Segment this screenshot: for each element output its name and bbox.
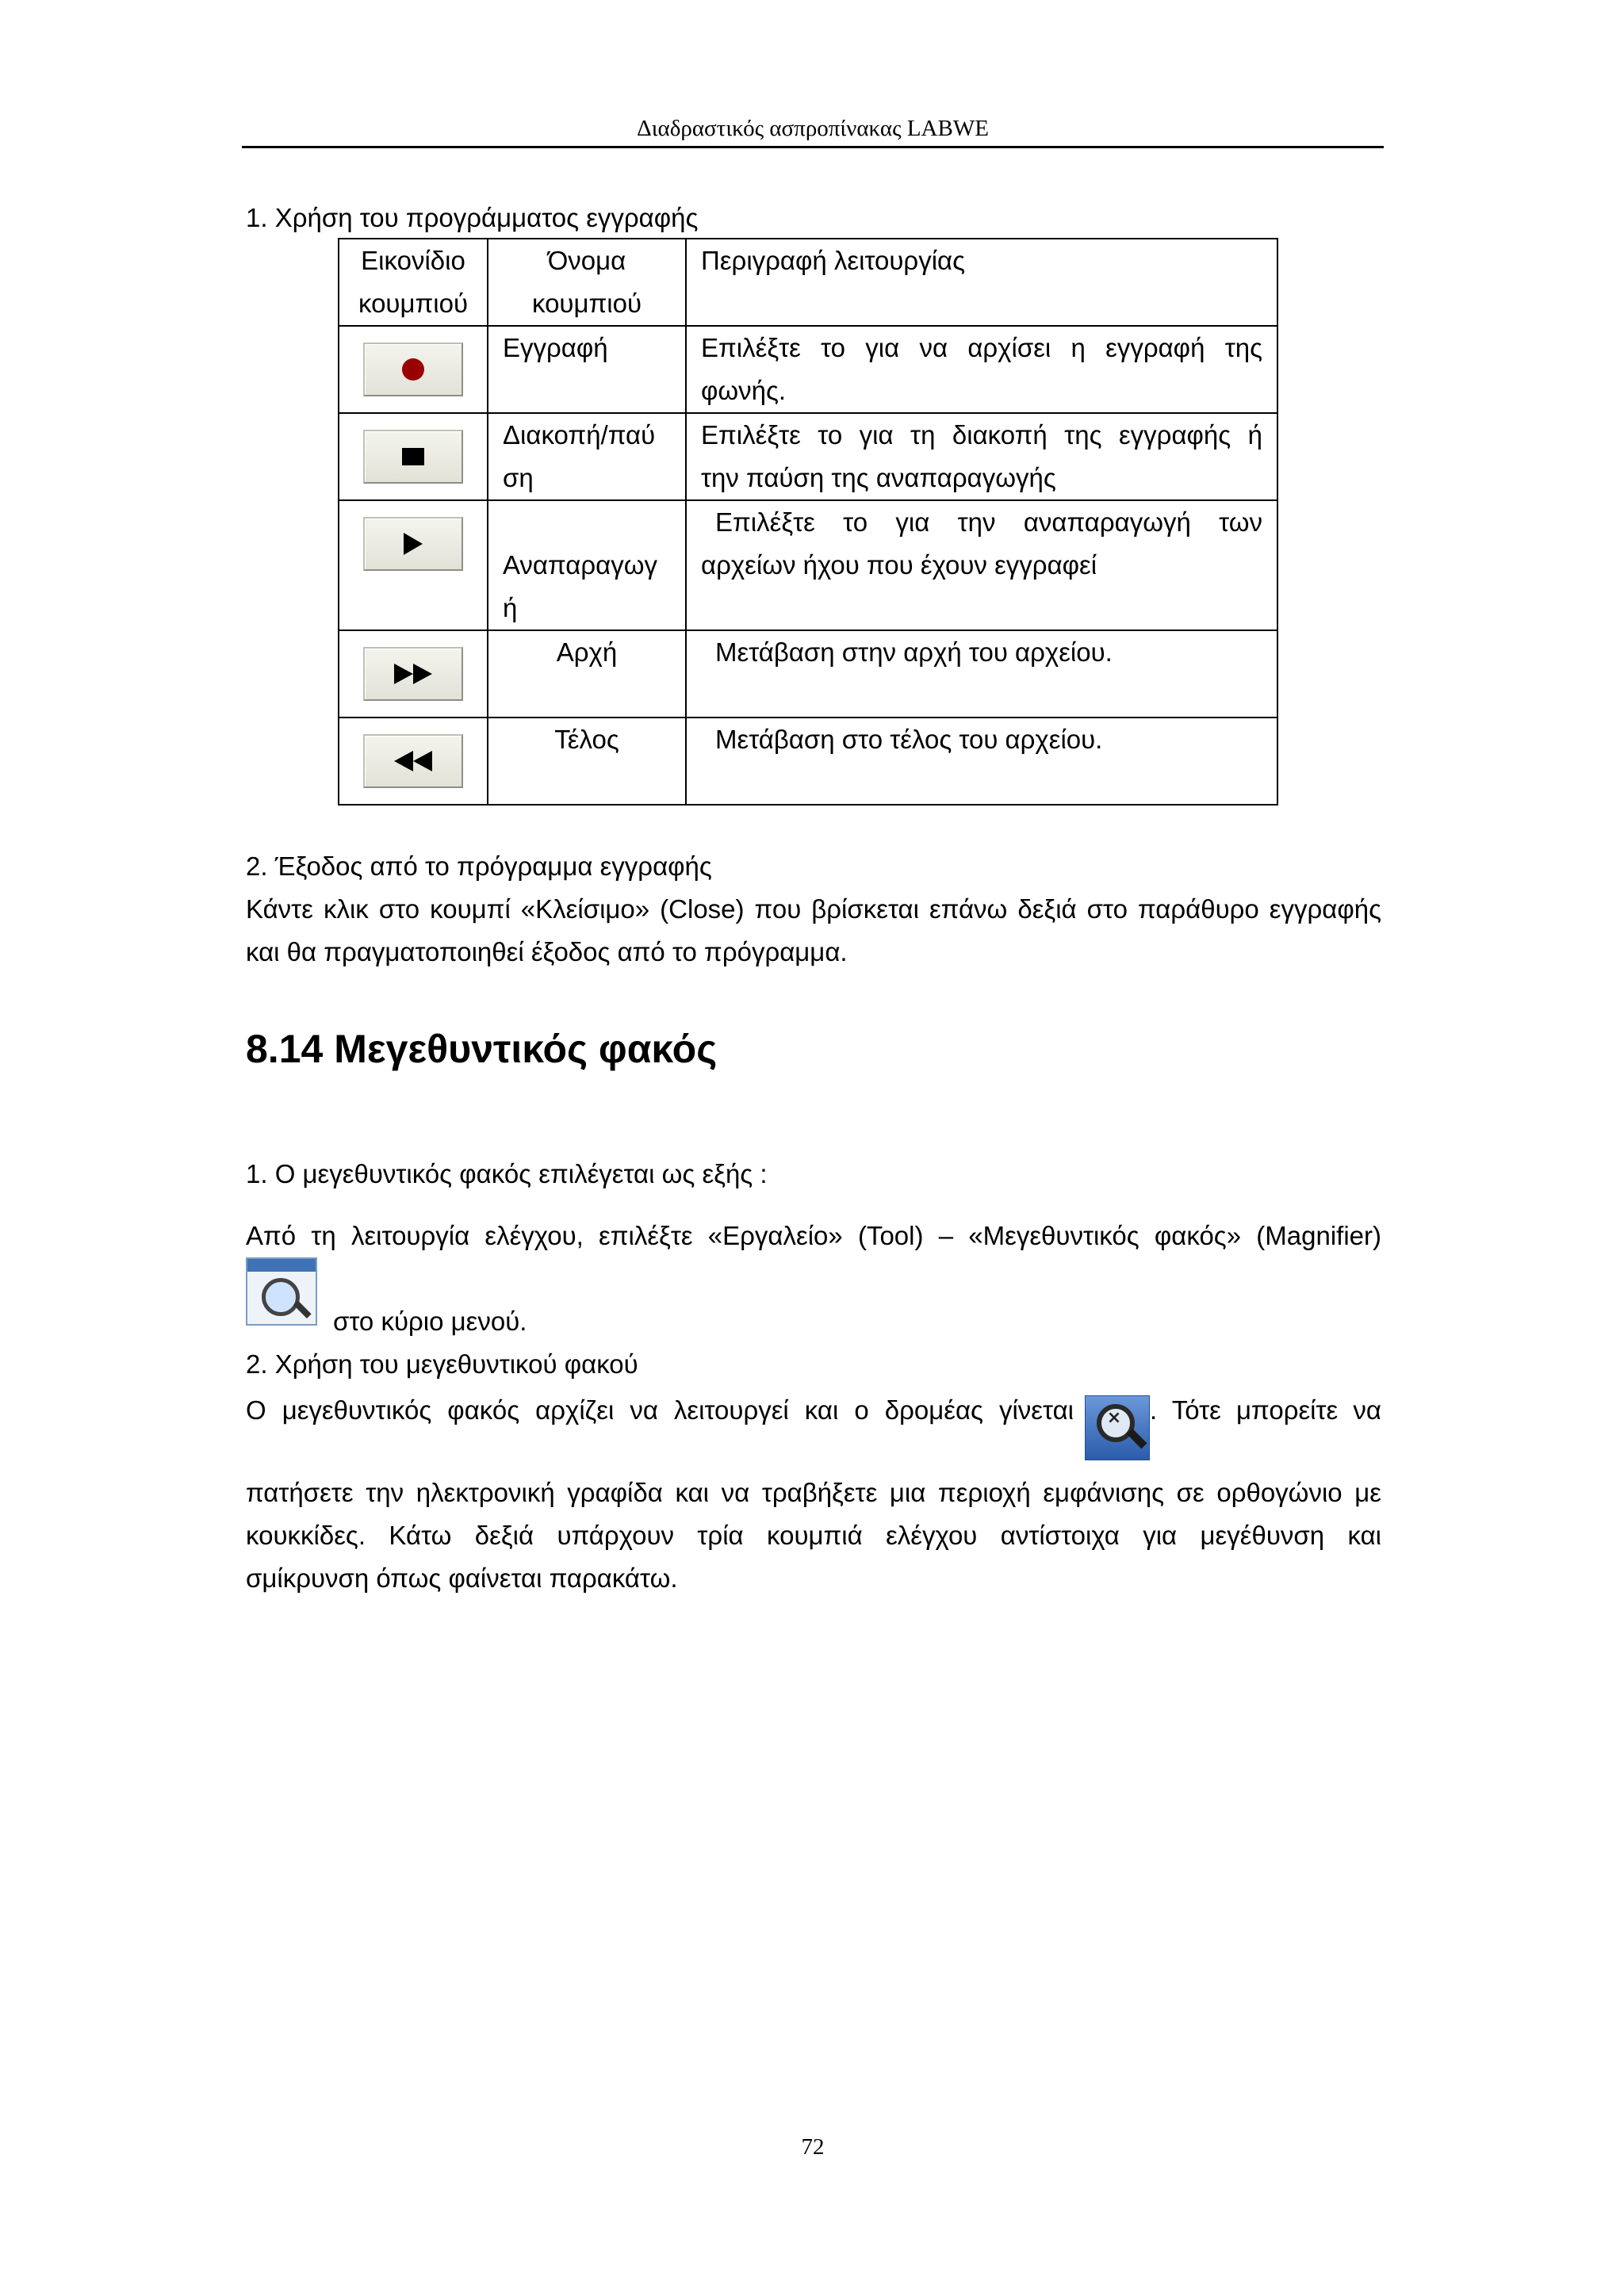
play-triangle-icon (404, 533, 423, 555)
header-name-line-2: κουμπιού (531, 289, 642, 318)
icon-cell (339, 630, 488, 718)
icon-cell (339, 326, 488, 413)
magnifier-cursor-icon: × (1085, 1395, 1150, 1460)
description-cell (686, 326, 1277, 413)
paragraph-line: Ο μεγεθυντικός φακός αρχίζει να λειτουργεί και ο δρομέας γίνεται (246, 1395, 1074, 1425)
table-row (339, 718, 1277, 805)
record-dot-icon (402, 358, 424, 381)
paragraph-line: Από τη λειτουργία ελέγχου, επιλέξτε «Εργαλείο» (Tool) – «Μεγεθυντικός φακός» (Magnifier) (246, 1221, 1381, 1250)
table-header-row (339, 239, 1277, 326)
magnifier-menu-icon (246, 1257, 317, 1326)
header-cell-description (686, 239, 1277, 326)
paragraph-line: σμίκρυνση όπως φαίνεται παρακάτω. (246, 1563, 678, 1593)
rewind-icon (394, 751, 432, 771)
button-name: ση (503, 463, 534, 492)
button-name: Αναπαραγωγ (503, 550, 657, 580)
description-line: Επιλέξτε το για να αρχίσει η εγγραφή της (701, 333, 1262, 362)
description-cell (686, 413, 1277, 500)
table-row (339, 500, 1277, 630)
fast-forward-icon (394, 664, 432, 684)
button-name: ή (503, 593, 518, 622)
fast-forward-button[interactable] (363, 647, 463, 701)
icon-cell (339, 718, 488, 805)
recording-buttons-table (338, 238, 1278, 806)
description-cell (686, 718, 1277, 805)
name-cell (488, 500, 686, 630)
play-button[interactable] (363, 517, 463, 571)
record-button[interactable] (363, 342, 463, 396)
list-item: 2. Χρήση του μεγεθυντικού φακού (246, 1349, 638, 1379)
header-icon-line-2: κουμπιού (358, 289, 468, 318)
paragraph-line: και θα πραγματοποιηθεί έξοδος από το πρόγραμμα. (246, 937, 848, 966)
page-number: 72 (801, 2134, 825, 2160)
description-line: φωνής. (701, 376, 787, 405)
button-name: Τέλος (554, 725, 619, 754)
name-cell (488, 630, 686, 718)
name-cell (488, 413, 686, 500)
header-name-line-1: Όνομα (547, 246, 626, 275)
description-cell (686, 500, 1277, 630)
header-icon-line-1: Εικονίδιο (361, 246, 465, 275)
paragraph-line: Κάντε κλικ στο κουμπί «Κλείσιμο» (Close) που βρίσκεται επάνω δεξιά στο παράθυρο εγγραφής (246, 894, 1381, 924)
table-row (339, 326, 1277, 413)
stop-pause-button[interactable] (363, 430, 463, 484)
header-description: Περιγραφή λειτουργίας (701, 246, 966, 275)
description-cell (686, 630, 1277, 718)
rewind-button[interactable] (363, 734, 463, 788)
paragraph-line: στο κύριο μενού. (333, 1307, 527, 1336)
header-cell-icon (339, 239, 488, 326)
section-heading-exit: 2. Έξοδος από το πρόγραμμα εγγραφής (246, 851, 712, 881)
description-line: αρχείων ήχου που έχουν εγγραφεί (701, 550, 1097, 580)
description-line: Μετάβαση στο τέλος του αρχείου. (715, 725, 1103, 754)
paragraph-line: . Τότε μπορείτε να (1150, 1395, 1381, 1425)
description-line: την παύση της αναπαραγωγής (701, 463, 1056, 492)
header-rule (242, 146, 1384, 148)
icon-cell (339, 413, 488, 500)
section-title-magnifier: 8.14 Μεγεθυντικός φακός (246, 1027, 718, 1071)
paragraph-line: κουκκίδες. Κάτω δεξιά υπάρχουν τρία κουμπιά ελέγχου αντίστοιχα για μεγέθυνση και (246, 1521, 1381, 1550)
section-heading-recording-use: 1. Χρήση του προγράμματος εγγραφής (246, 203, 699, 232)
header-cell-name (488, 239, 686, 326)
name-cell (488, 326, 686, 413)
button-name: Αρχή (556, 637, 618, 667)
button-name: Εγγραφή (503, 333, 608, 362)
stop-square-icon (402, 448, 424, 465)
description-line: Επιλέξτε το για τη διακοπή της εγγραφής ή (701, 420, 1262, 450)
icon-cell (339, 500, 488, 630)
table-row (339, 413, 1277, 500)
description-line: Επιλέξτε το για την αναπαραγωγή των (715, 507, 1262, 537)
button-name: Διακοπή/παύ (503, 420, 656, 450)
list-item: 1. Ο μεγεθυντικός φακός επιλέγεται ως εξής : (246, 1159, 768, 1188)
paragraph-line: πατήσετε την ηλεκτρονική γραφίδα και να τραβήξετε μια περιοχή εμφάνισης σε ορθογώνιο με (246, 1478, 1381, 1507)
name-cell (488, 718, 686, 805)
description-line: Μετάβαση στην αρχή του αρχείου. (715, 637, 1113, 667)
table-row (339, 630, 1277, 718)
running-header: Διαδραστικός ασπροπίνακας LABWE (637, 116, 989, 141)
